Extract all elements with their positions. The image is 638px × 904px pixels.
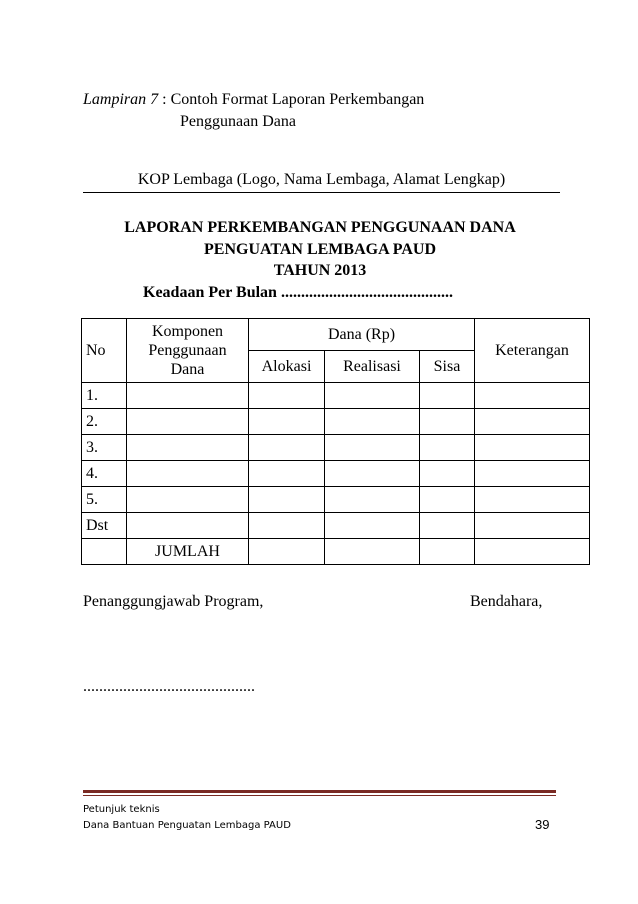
cell (127, 487, 249, 513)
row-number: 2. (82, 409, 127, 435)
kop-divider (83, 192, 560, 193)
signature-dots: ........................................... (83, 678, 255, 695)
report-period: Keadaan Per Bulan ........................................... (143, 284, 453, 301)
row-number: 1. (82, 383, 127, 409)
row-number: 5. (82, 487, 127, 513)
header-realisasi: Realisasi (325, 351, 420, 383)
cell (82, 539, 127, 565)
header-keterangan: Keterangan (475, 319, 590, 383)
table-row (82, 487, 590, 513)
cell (420, 383, 475, 409)
lampiran-caption (83, 89, 424, 111)
total-row (82, 539, 590, 565)
cell (127, 513, 249, 539)
footer-line-2: Dana Bantuan Penguatan Lembaga PAUD (83, 820, 291, 831)
cell (420, 435, 475, 461)
header-komponen-2: Penggunaan (148, 342, 227, 359)
row-number: 4. (82, 461, 127, 487)
report-table (81, 318, 590, 565)
cell (249, 539, 325, 565)
cell (420, 513, 475, 539)
footer-text (83, 802, 291, 834)
header-alokasi: Alokasi (249, 351, 325, 383)
footer-rule-thick (83, 790, 556, 793)
row-number: Dst (82, 513, 127, 539)
cell (249, 383, 325, 409)
cell (420, 539, 475, 565)
cell (325, 383, 420, 409)
cell (127, 409, 249, 435)
table-row (82, 409, 590, 435)
kop-lembaga: KOP Lembaga (Logo, Nama Lembaga, Alamat Lengkap) (137, 171, 506, 188)
cell (475, 487, 590, 513)
cell (475, 383, 590, 409)
lampiran-text-2: Penggunaan Dana (180, 113, 296, 130)
cell (420, 409, 475, 435)
header-komponen (127, 319, 249, 383)
footer-rule-thin (83, 795, 556, 796)
header-komponen-3: Dana (170, 361, 205, 378)
page-number: 39 (535, 817, 550, 832)
row-number: 3. (82, 435, 127, 461)
cell (475, 513, 590, 539)
cell (249, 461, 325, 487)
cell (249, 409, 325, 435)
signature-left-label: Penanggungjawab Program, (83, 593, 264, 610)
signature-right-label: Bendahara, (470, 593, 543, 610)
cell (420, 461, 475, 487)
header-dana: Dana (Rp) (249, 319, 475, 351)
table-row (82, 513, 590, 539)
table-row (82, 461, 590, 487)
report-title-line-3: TAHUN 2013 (273, 262, 367, 279)
cell (325, 487, 420, 513)
cell (325, 513, 420, 539)
table-row (82, 435, 590, 461)
header-no: No (82, 319, 127, 383)
cell (325, 435, 420, 461)
cell (325, 539, 420, 565)
report-title-line-1: LAPORAN PERKEMBANGAN PENGGUNAAN DANA (124, 219, 516, 236)
lampiran-text-1: : Contoh Format Laporan Perkembangan (158, 91, 425, 108)
header-komponen-1: Komponen (151, 323, 224, 340)
cell (475, 409, 590, 435)
cell (127, 435, 249, 461)
total-label: JUMLAH (127, 539, 249, 565)
cell (325, 461, 420, 487)
cell (475, 435, 590, 461)
cell (249, 435, 325, 461)
footer-line-1: Petunjuk teknis (83, 804, 160, 815)
cell (127, 383, 249, 409)
cell (475, 461, 590, 487)
cell (475, 539, 590, 565)
cell (249, 487, 325, 513)
cell (420, 487, 475, 513)
cell (127, 461, 249, 487)
header-sisa: Sisa (420, 351, 475, 383)
cell (249, 513, 325, 539)
table-row (82, 383, 590, 409)
cell (325, 409, 420, 435)
report-title-line-2: PENGUATAN LEMBAGA PAUD (204, 241, 436, 258)
lampiran-label: Lampiran 7 (83, 91, 159, 108)
